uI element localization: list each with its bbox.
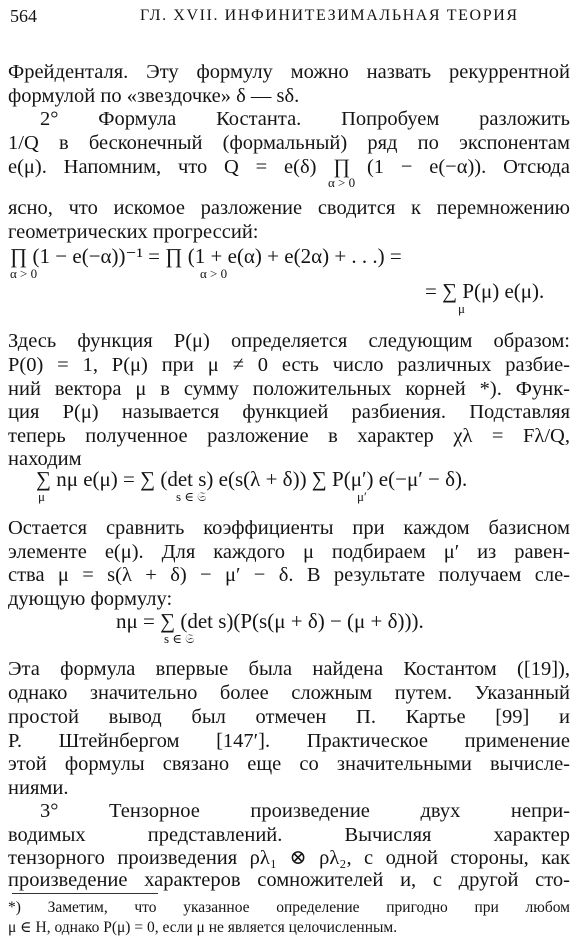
text-line: находим <box>8 448 82 470</box>
formula-subscript: s ∈ 𝔖 <box>176 489 207 504</box>
text-line: формулой по «звездочке» δ — sδ. <box>8 85 300 107</box>
page-number: 564 <box>10 6 37 26</box>
text-line: элементе e(μ). Для каждого μ подбираем μ′ из равен- <box>8 541 570 563</box>
text-line: Фрейденталя. Эту формулу можно назвать рекуррентной <box>8 61 570 83</box>
formula-subscript: α > 0 <box>10 266 38 281</box>
text-line: ний вектора μ в сумму положительных корней *). Функ- <box>8 378 570 400</box>
text-line: ясно, что искомое разложение сводится к перемножению <box>8 197 570 219</box>
text-line: Здесь функция P(μ) определяется следующим образом: <box>8 330 570 352</box>
text-line: ция P(μ) называется функцией разбиения. Подставляя <box>8 401 570 423</box>
formula-subscript: μ′ <box>357 489 367 504</box>
formula-subscript: α > 0 <box>200 266 228 281</box>
section-heading-line: 3° Тензорное произведение двух непри- <box>40 800 570 822</box>
page-header <box>10 6 570 32</box>
text-line: однако значительно более сложным путем. Указанный <box>8 682 570 704</box>
text-line: простой вывод был отмечен П. Картье [99] и <box>8 706 570 728</box>
text-line: произведение характеров сомножителей и, с другой сто- <box>8 869 570 891</box>
formula-kostant: nμ = ∑ (det s)(P(s(μ + δ) − (μ + δ))). <box>116 609 424 633</box>
text-line: дующую формулу: <box>8 588 173 610</box>
text-line: 1/Q в бесконечный (формальный) ряд по экспонентам <box>8 132 570 154</box>
text-line: Эта формула впервые была найдена Костантом ([19]), <box>8 658 570 680</box>
formula-subscript: μ <box>38 489 45 504</box>
formula-product-rhs: = ∑ P(μ) e(μ). <box>425 279 545 303</box>
formula-subscript: μ <box>458 301 465 316</box>
formula-subscript: s ∈ 𝔖 <box>164 631 195 646</box>
text-line: теперь полученное разложение в характер χλ = Fλ/Q, <box>8 425 570 447</box>
footnote-rule <box>12 893 158 894</box>
text-line: геометрических прогрессий: <box>8 221 259 243</box>
text-line: Остается сравнить коэффициенты при каждом базисном <box>8 517 570 539</box>
text-line: этой формулы связано еще со значительными вычисле- <box>8 753 570 775</box>
text-line: ства μ = s(λ + δ) − μ′ − δ. В результате получаем сле- <box>8 564 570 586</box>
product-subscript: α > 0 <box>328 175 356 190</box>
text-line: e(μ). Напомним, что Q = e(δ) ∏ (1 − e(−α)). Отсюда <box>8 156 570 178</box>
formula-character: ∑ nμ e(μ) = ∑ (det s) e(s(λ + δ)) ∑ P(μ′) e(−μ′ − δ). <box>36 467 468 491</box>
section-heading-line: 2° Формула Костанта. Попробуем разложить <box>40 108 570 130</box>
footnote-line: *) Заметим, что указанное определение пригодно при любом <box>8 899 570 916</box>
text-line: Р. Штейнбергом [147′]. Практическое применение <box>8 730 570 752</box>
text-line: водимых представлений. Вычисляя характер <box>8 824 570 846</box>
text-line: ниями. <box>8 777 69 799</box>
text-line: тензорного произведения ρλ₁ ⊗ ρλ₂, с одной стороны, как <box>8 847 570 869</box>
footnote-line: μ ∈ H, однако P(μ) = 0, если μ не является целочисленным. <box>8 919 398 936</box>
running-title: ГЛ. XVII. ИНФИНИТЕЗИМАЛЬНАЯ ТЕОРИЯ <box>140 7 519 24</box>
formula-product: ∏ (1 − e(−α))⁻¹ = ∏ (1 + e(α) + e(2α) + . . .) = <box>10 244 402 268</box>
text-line: P(0) = 1, P(μ) при μ ≠ 0 есть число различных разбие- <box>8 354 570 376</box>
